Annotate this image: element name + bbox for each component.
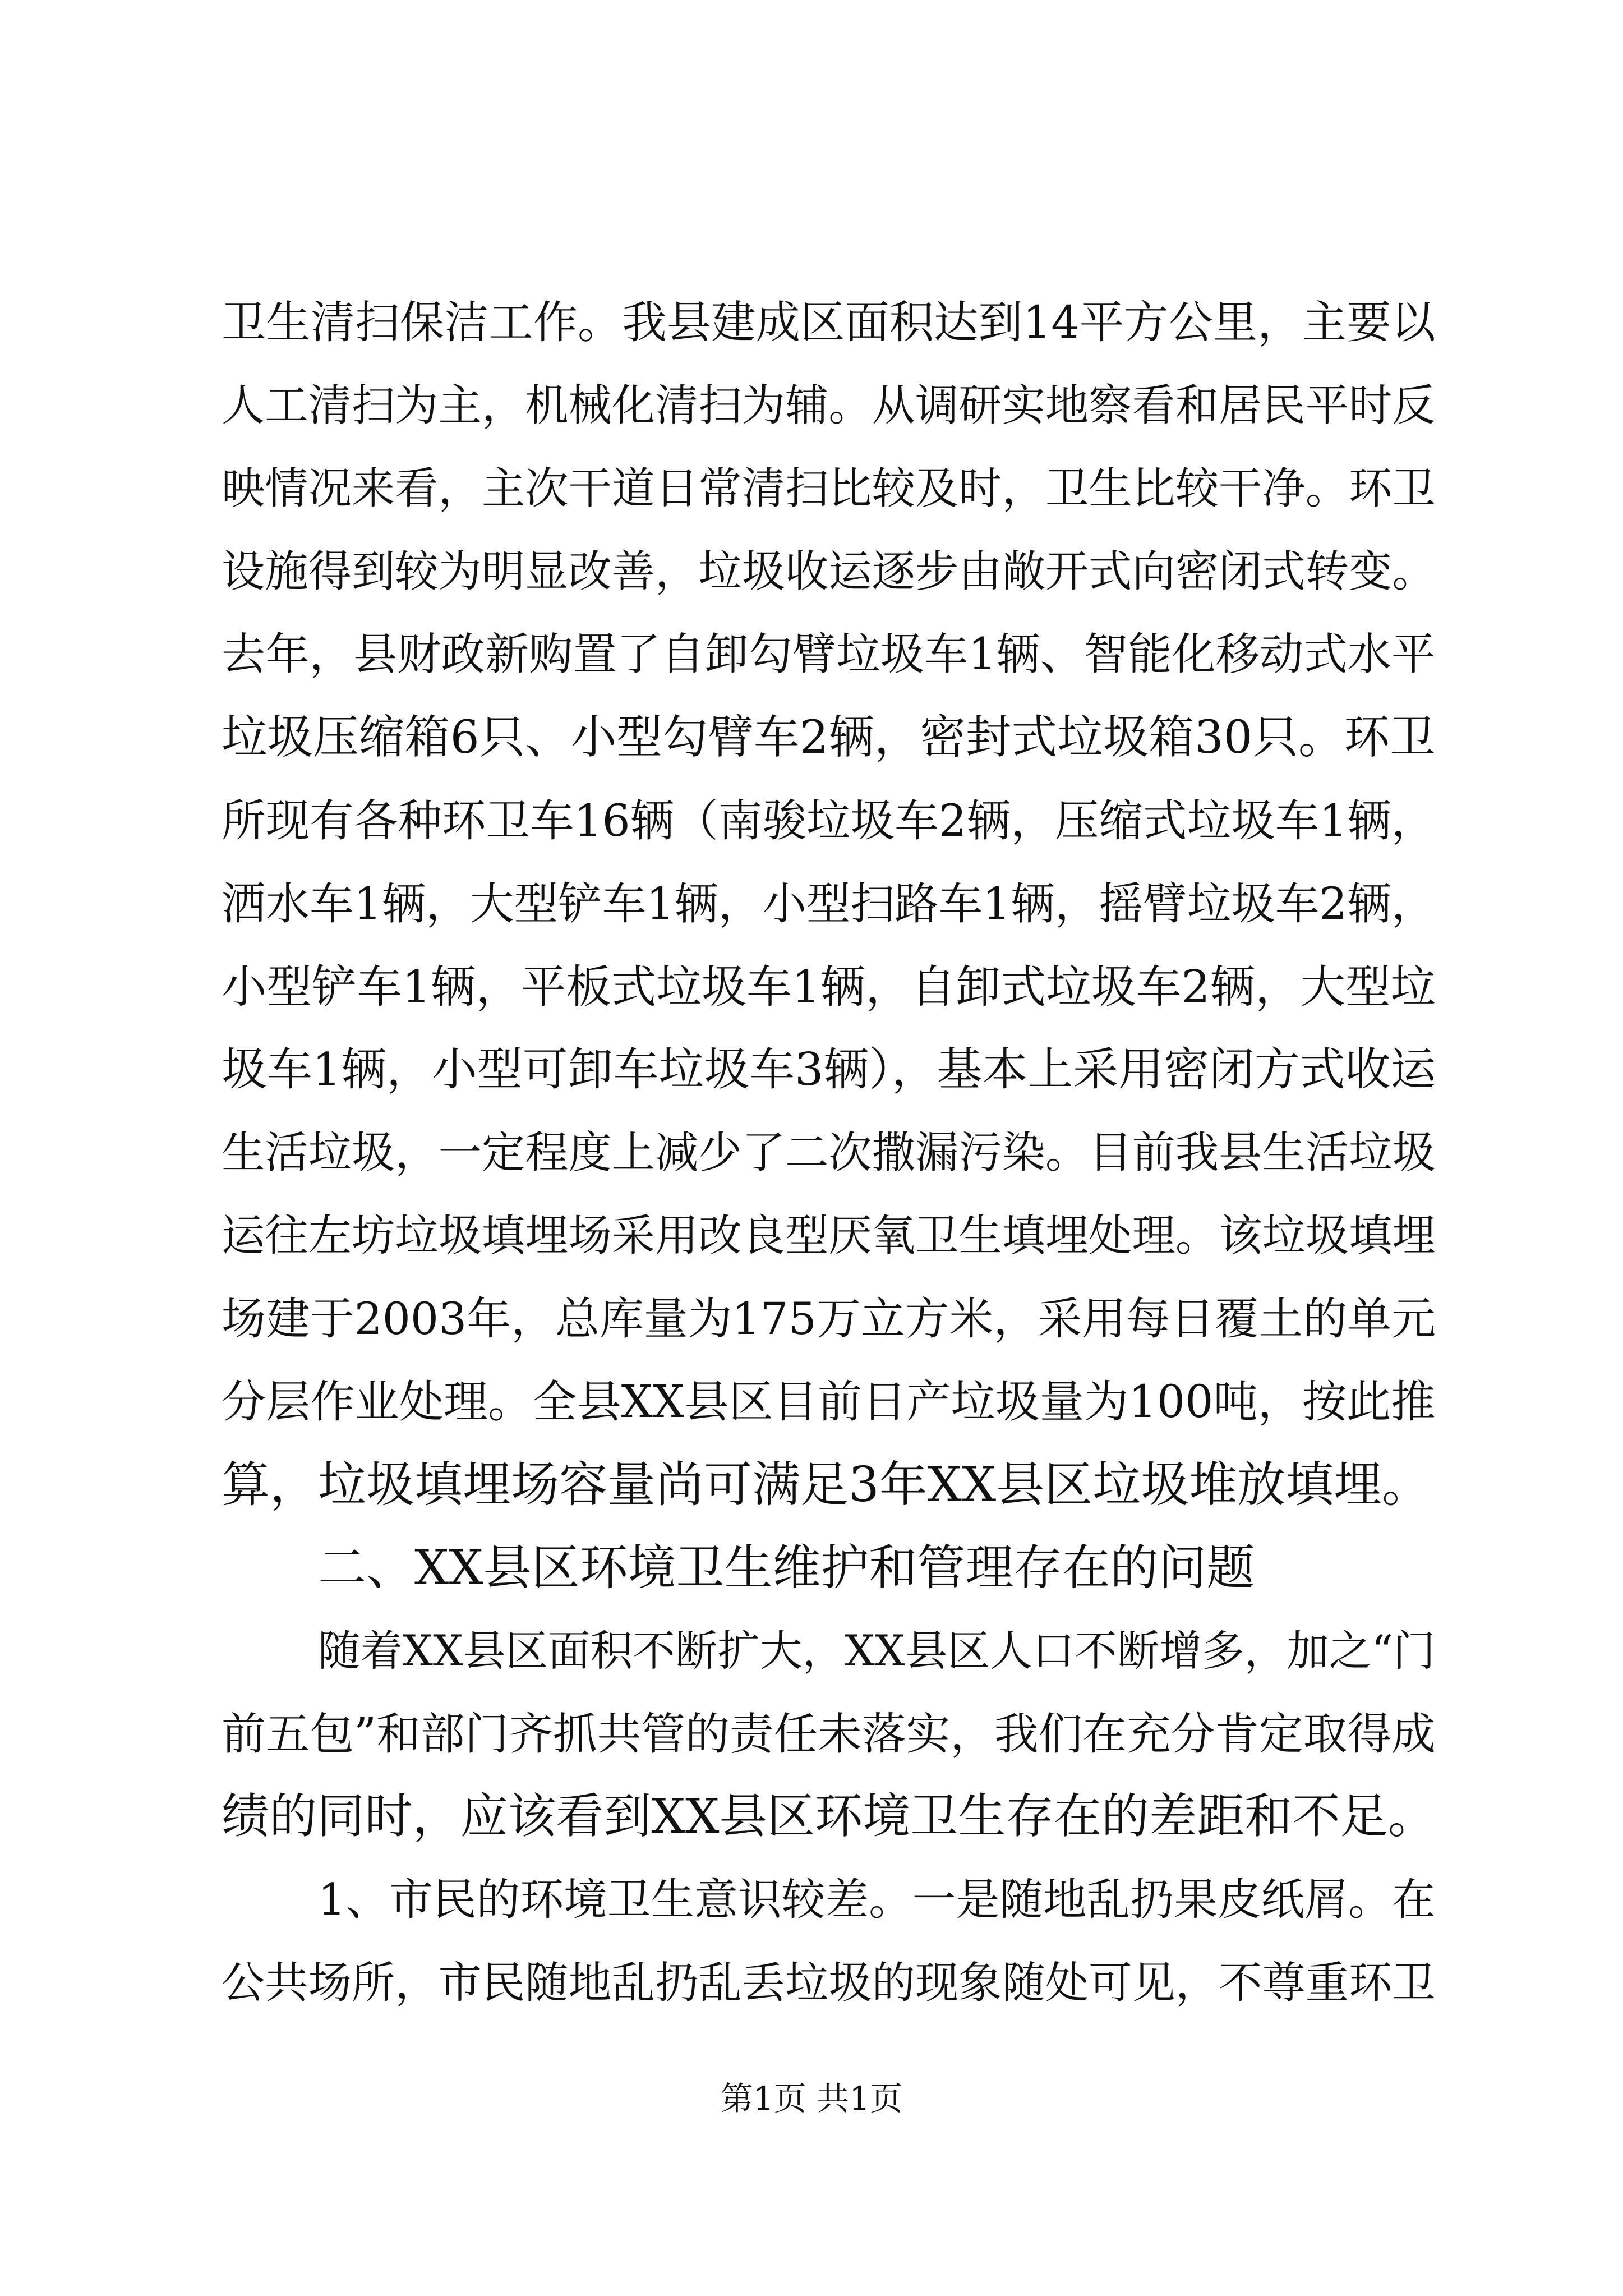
text-line: 设施得到较为明显改善，垃圾收运逐步由敞开式向密闭式转变。 (222, 546, 1436, 597)
text-line: 垃圾压缩箱6只、小型勾臂车2辆，密封式垃圾箱30只。环卫 (222, 711, 1436, 764)
text-line: 圾车1辆，小型可卸车垃圾车3辆），基本上采用密闭方式收运 (222, 1043, 1436, 1096)
text-line: 绩的同时，应该看到XX县区环境卫生存在的差距和不足。 (222, 1789, 1436, 1844)
text-line: 生活垃圾，一定程度上减少了二次撒漏污染。目前我县生活垃圾 (222, 1128, 1436, 1178)
text-line: 卫生清扫保洁工作。我县建成区面积达到14平方公里，主要以 (222, 296, 1436, 348)
text-line: 公共场所，市民随地乱扔乱丢垃圾的现象随处可见，不尊重环卫 (222, 1958, 1436, 2008)
text-line: 二、XX县区环境卫生维护和管理存在的问题 (318, 1540, 1255, 1596)
page-footer: 第1页 共1页 (720, 2079, 903, 2118)
text-line: 算，垃圾填埋场容量尚可满足3年XX县区垃圾堆放填埋。 (222, 1457, 1431, 1513)
text-line: 前五包”和部门齐抓共管的责任未落实，我们在充分肯定取得成 (222, 1708, 1436, 1760)
text-line: 洒水车1辆，大型铲车1辆，小型扫路车1辆，摇臂垃圾车2辆， (222, 878, 1436, 930)
text-line: 所现有各种环卫车16辆（南骏垃圾车2辆，压缩式垃圾车1辆， (222, 795, 1436, 846)
text-line: 人工清扫为主，机械化清扫为辅。从调研实地察看和居民平时反 (222, 380, 1436, 431)
text-line: 场建于2003年，总库量为175万立方米，采用每日覆土的单元 (222, 1293, 1436, 1345)
text-line: 分层作业处理。全县XX县区目前日产垃圾量为100吨，按此推 (222, 1375, 1436, 1428)
text-line: 1、市民的环境卫生意识较差。一是随地乱扔果皮纸屑。在 (318, 1875, 1436, 1925)
text-line: 去年，县财政新购置了自卸勾臂垃圾车1辆、智能化移动式水平 (222, 629, 1436, 680)
text-line: 映情况来看，主次干道日常清扫比较及时，卫生比较干净。环卫 (222, 463, 1436, 514)
text-line: 小型铲车1辆，平板式垃圾车1辆，自卸式垃圾车2辆，大型垃 (222, 960, 1436, 1013)
text-line: 随着XX县区面积不断扩大，XX县区人口不断增多，加之“门 (318, 1626, 1436, 1676)
text-line: 运往左坊垃圾填埋场采用改良型厌氧卫生填埋处理。该垃圾填埋 (222, 1211, 1436, 1261)
